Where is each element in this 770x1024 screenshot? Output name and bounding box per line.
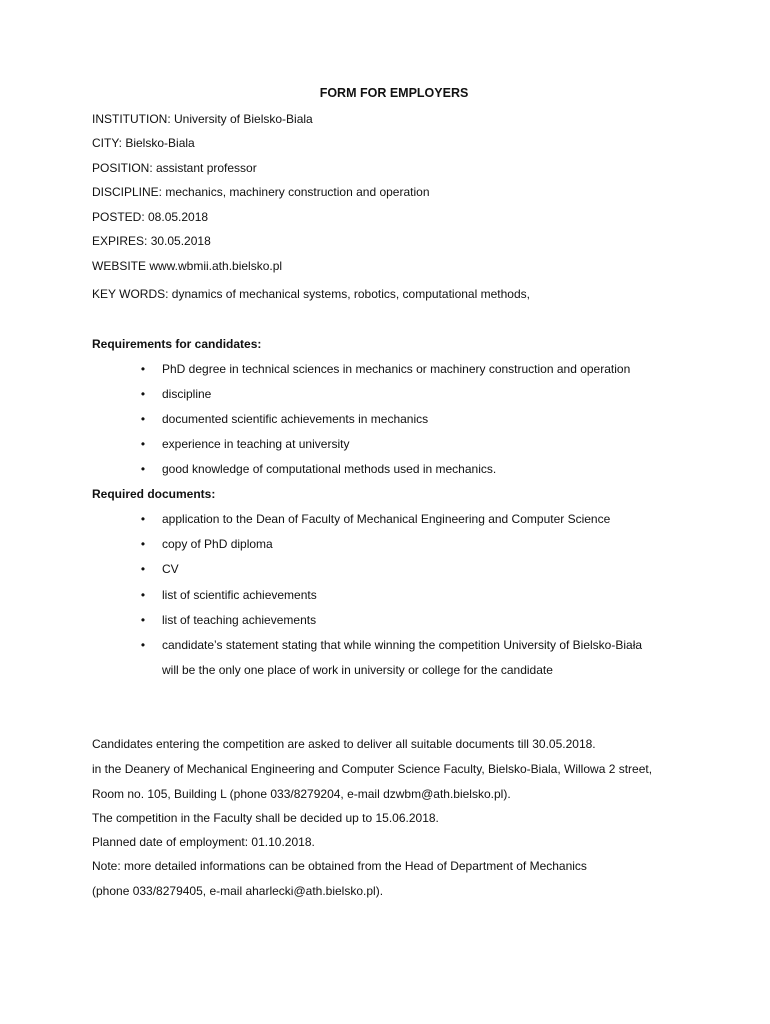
bullet-glyph: • bbox=[140, 537, 146, 551]
requirement-item: good knowledge of computational methods used in mechanics. bbox=[162, 462, 497, 476]
bullet-glyph: • bbox=[140, 638, 146, 652]
form-title: FORM FOR EMPLOYERS bbox=[319, 86, 469, 100]
note-line: The competition in the Faculty shall be decided up to 15.06.2018. bbox=[92, 811, 439, 825]
note-line: (phone 033/8279405, e-mail aharlecki@ath.bielsko.pl). bbox=[92, 884, 384, 898]
bullet-glyph: • bbox=[140, 512, 146, 526]
bullet-glyph: • bbox=[140, 387, 146, 401]
document-item: candidate’s statement stating that while winning the competition University of Bielsko-Biała bbox=[162, 638, 643, 652]
bullet-glyph: • bbox=[140, 437, 146, 451]
field-website: WEBSITE www.wbmii.ath.bielsko.pl bbox=[92, 259, 283, 273]
field-expires: EXPIRES: 30.05.2018 bbox=[92, 234, 211, 248]
note-line: Note: more detailed informations can be obtained from the Head of Department of Mechanics bbox=[92, 859, 587, 873]
field-discipline: DISCIPLINE: mechanics, machinery construction and operation bbox=[92, 185, 430, 199]
bullet-glyph: • bbox=[140, 613, 146, 627]
field-key-words: KEY WORDS: dynamics of mechanical systems, robotics, computational methods, bbox=[92, 287, 530, 301]
document-item-continuation: will be the only one place of work in university or college for the candidate bbox=[162, 663, 553, 677]
field-position: POSITION: assistant professor bbox=[92, 161, 257, 175]
note-line: in the Deanery of Mechanical Engineering and Computer Science Faculty, Bielsko-Biala, Willowa 2 street, bbox=[92, 762, 653, 776]
requirement-item: discipline bbox=[162, 387, 212, 401]
field-posted: POSTED: 08.05.2018 bbox=[92, 210, 209, 224]
requirement-item: experience in teaching at university bbox=[162, 437, 350, 451]
note-line: Room no. 105, Building L (phone 033/8279204, e-mail dzwbm@ath.bielsko.pl). bbox=[92, 787, 511, 801]
document-item: list of scientific achievements bbox=[162, 588, 317, 602]
bullet-glyph: • bbox=[140, 562, 146, 576]
document-item: list of teaching achievements bbox=[162, 613, 317, 627]
field-institution: INSTITUTION: University of Bielsko-Biala bbox=[92, 112, 313, 126]
note-line: Planned date of employment: 01.10.2018. bbox=[92, 835, 315, 849]
document-item: copy of PhD diploma bbox=[162, 537, 273, 551]
bullet-glyph: • bbox=[140, 588, 146, 602]
requirement-item: documented scientific achievements in mechanics bbox=[162, 412, 429, 426]
field-city: CITY: Bielsko-Biala bbox=[92, 136, 195, 150]
document-item: CV bbox=[162, 562, 179, 576]
requirements-heading: Requirements for candidates: bbox=[92, 337, 262, 351]
bullet-glyph: • bbox=[140, 362, 146, 376]
documents-heading: Required documents: bbox=[92, 487, 216, 501]
document-item: application to the Dean of Faculty of Mechanical Engineering and Computer Science bbox=[162, 512, 611, 526]
bullet-glyph: • bbox=[140, 462, 146, 476]
note-line: Candidates entering the competition are asked to deliver all suitable documents till 30.05.2018. bbox=[92, 737, 596, 751]
bullet-glyph: • bbox=[140, 412, 146, 426]
requirement-item: PhD degree in technical sciences in mechanics or machinery construction and operation bbox=[162, 362, 631, 376]
